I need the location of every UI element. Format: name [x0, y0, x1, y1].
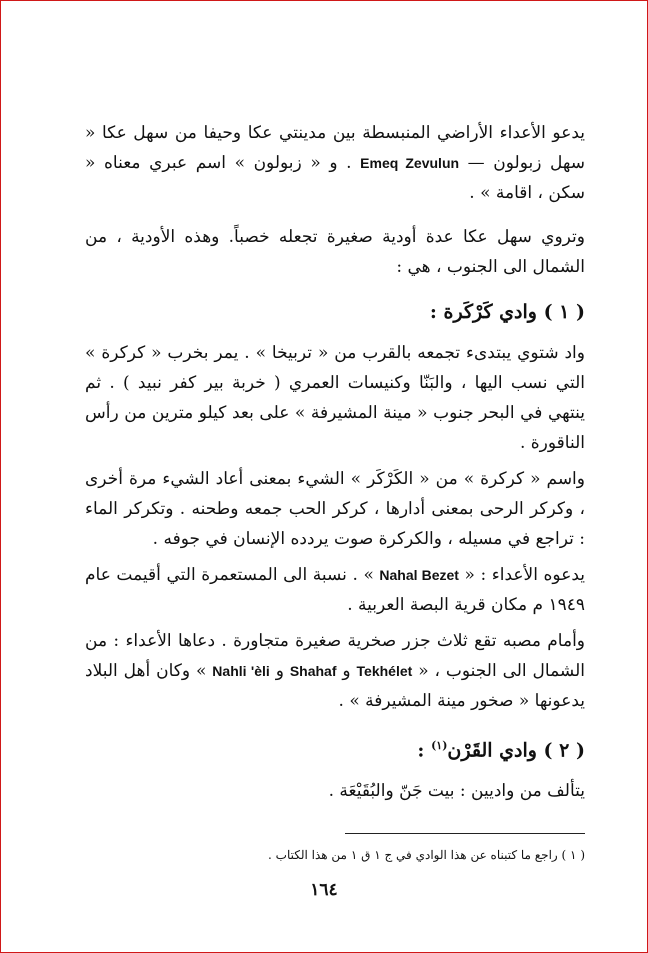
latin-term: Tekhélet — [356, 663, 413, 679]
latin-term: Shahaf — [289, 663, 337, 679]
paragraph-valleys: وتروي سهل عكا عدة أودية صغيرة تجعله خصباً. وهذه الأودية ، من الشمال الى الجنوب ، هي : — [85, 227, 585, 277]
paragraph-qarn: يتألف من واديين : بيت جَنّ والبُقَيْعَة . — [328, 781, 585, 802]
heading-text: ( ٢ ) وادي القَرْن — [447, 739, 585, 762]
paragraph-text: و — [336, 661, 357, 681]
paragraph-text: » وكان أهل البلاد يدعونها « صخور مينة المشيرفة » . — [85, 661, 585, 711]
paragraph-text: . و « زبولون » اسم عبري معناه « سكن ، اقامة » . — [85, 153, 585, 203]
section-heading-karkara: ( ١ ) وادي كَرْكَرة : — [429, 301, 585, 323]
paragraph-text: يدعو الأعداء الأراضي المنبسطة بين مدينتي عكا وحيفا من سهل عكا « سهل زبولون — — [85, 123, 585, 173]
paragraph-islands — [85, 626, 585, 716]
paragraph-text: » . نسبة الى المستعمرة التي أقيمت عام ١٩٤٩ م مكان قرية البصة العربية . — [85, 565, 585, 615]
footnote-rule — [345, 833, 585, 834]
latin-term: Emeq Zevulun — [360, 155, 460, 171]
paragraph-nahal-bezet — [85, 560, 585, 620]
paragraph-text: وأمام مصبه تقع ثلاث جزر صخرية صغيرة متجاورة . دعاها الأعداء : من الشمال الى الجنوب ، « — [85, 631, 585, 681]
section-heading-qarn — [85, 730, 585, 766]
footnote: ( ١ ) راجع ما كتبناه عن هذا الوادي في ج ١ ق ١ من هذا الكتاب . — [268, 848, 585, 862]
latin-term: Nahli 'èli — [212, 663, 270, 679]
footnote-marker: (١) — [431, 739, 448, 752]
paragraph-karkara-course: واد شتوي يبتدىء تجمعه بالقرب من « تربيخا » . يمر بخرب « كركرة » التي نسب اليها ، والبَنّا وكنيسات العمري ( خربة بير كفر نبيد ) . ثم ينتهي في البحر جنوب « مينة المشيرفة » على بعد كيلو مترين من رأس الناقورة . — [85, 343, 585, 453]
paragraph-text: و — [269, 661, 290, 681]
heading-text: : — [417, 739, 432, 762]
page-number: ١٦٤ — [310, 880, 338, 900]
latin-term: Nahal Bezet — [379, 567, 459, 583]
paragraph-text: يدعوه الأعداء : « — [458, 565, 586, 585]
paragraph-zevulun — [85, 118, 585, 208]
document-body — [85, 118, 585, 806]
paragraph-karkara-name: واسم « كركرة » من « الكَرْكَر » الشيء بمعنى أعاد الشيء مرة أخرى ، وكركر الرحى بمعنى أدارها ، كركر الحب جمعه وطحنه . وتكركر الماء : تراجع في مسيله ، والكركرة صوت يردده الإنسان في جوفه . — [85, 469, 585, 549]
